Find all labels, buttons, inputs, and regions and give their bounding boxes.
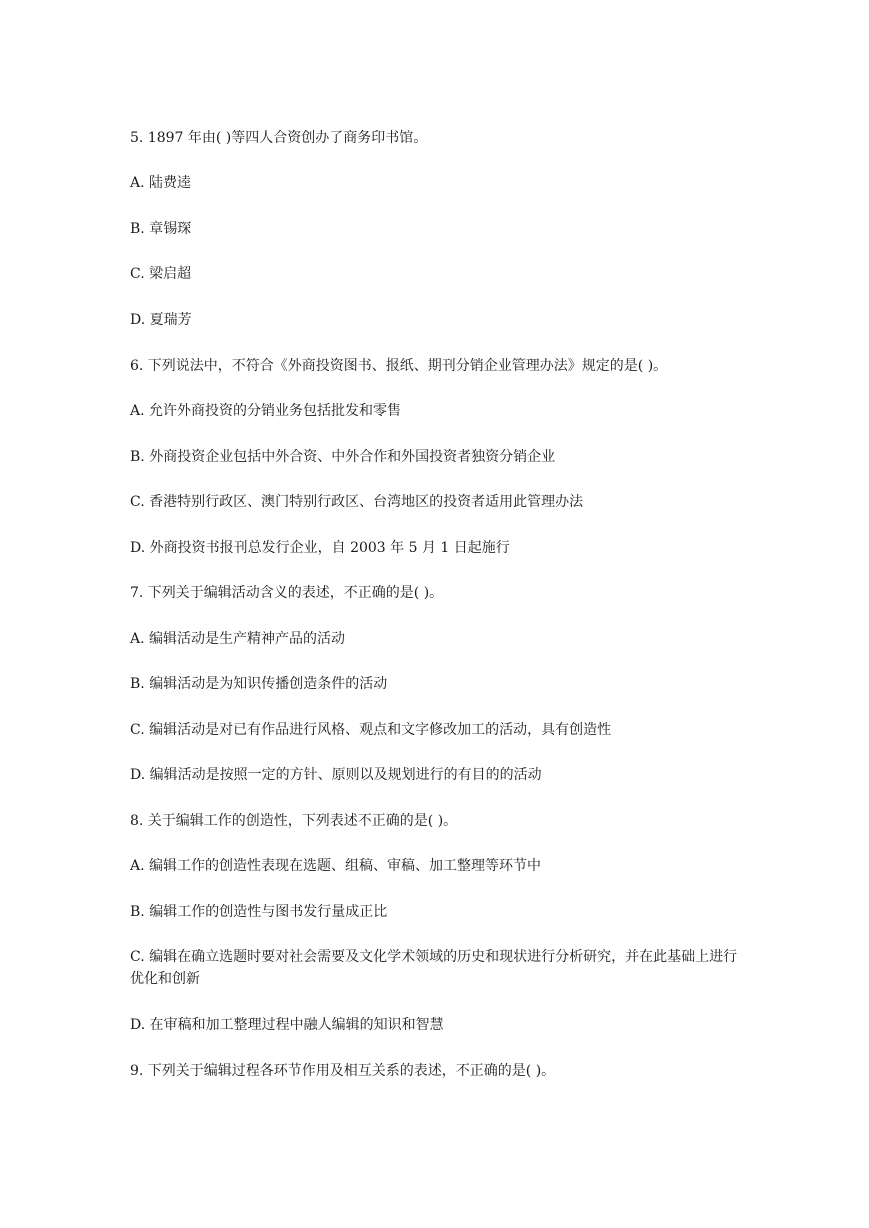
question-8-option-a: A. 编辑工作的创造性表现在选题、组稿、审稿、加工整理等环节中 — [130, 858, 542, 874]
question-7-option-b: B. 编辑活动是为知识传播创造条件的活动 — [130, 676, 388, 692]
question-7-option-d: D. 编辑活动是按照一定的方针、原则以及规划进行的有目的的活动 — [130, 767, 542, 783]
question-7-stem: 7. 下列关于编辑活动含义的表述，不正确的是( )。 — [130, 585, 444, 601]
question-8-option-c: C. 编辑在确立选题时要对社会需要及文化学术领域的历史和现状进行分析研究，并在此基础上进行优化和创新 — [130, 949, 738, 987]
question-7-option-c: C. 编辑活动是对已有作品进行风格、观点和文字修改加工的活动，具有创造性 — [130, 722, 612, 738]
question-8-stem: 8. 关于编辑工作的创造性，下列表述不正确的是( )。 — [130, 813, 458, 829]
question-6-stem: 6. 下列说法中，不符合《外商投资图书、报纸、期刊分销企业管理办法》规定的是( )。 — [130, 358, 668, 374]
question-7-option-a: A. 编辑活动是生产精神产品的活动 — [130, 631, 346, 647]
question-5-option-d: D. 夏瑞芳 — [130, 312, 192, 328]
question-5-option-a: A. 陆费逵 — [130, 175, 192, 191]
question-8-option-d: D. 在审稿和加工整理过程中融人编辑的知识和智慧 — [130, 1017, 444, 1033]
question-6-option-c: C. 香港特别行政区、澳门特别行政区、台湾地区的投资者适用此管理办法 — [130, 494, 584, 510]
question-6-option-a: A. 允许外商投资的分销业务包括批发和零售 — [130, 403, 402, 419]
question-6-option-d: D. 外商投资书报刊总发行企业，自 2003 年 5 月 1 日起施行 — [130, 540, 510, 556]
question-5-option-c: C. 梁启超 — [130, 266, 192, 282]
question-6-option-b: B. 外商投资企业包括中外合资、中外合作和外国投资者独资分销企业 — [130, 449, 556, 465]
question-5-option-b: B. 章锡琛 — [130, 221, 192, 237]
question-9-stem: 9. 下列关于编辑过程各环节作用及相互关系的表述，不正确的是( )。 — [130, 1063, 556, 1079]
question-8-option-b: B. 编辑工作的创造性与图书发行量成正比 — [130, 904, 388, 920]
question-5-stem: 5. 1897 年由( )等四人合资创办了商务印书馆。 — [130, 130, 428, 146]
